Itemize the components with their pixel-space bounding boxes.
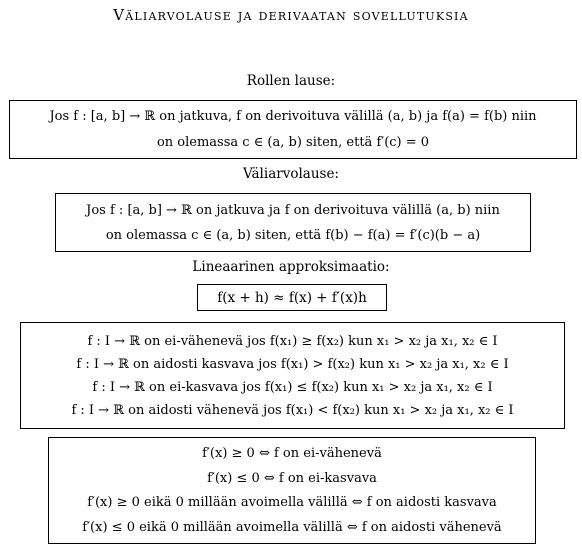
derivative-criteria-box [48,437,536,544]
linear-approximation-box [197,284,387,311]
rolle-theorem-box [9,100,577,159]
monotonicity-line: f : I → ℝ on ei-vähenevä jos f(x₁) ≥ f(x₂) kun x₁ > x₂ ja x₁, x₂ ∈ I [87,334,498,349]
monotonicity-line: f : I → ℝ on aidosti vähenevä jos f(x₁) < f(x₂) kun x₁ > x₂ ja x₁, x₂ ∈ I [71,403,514,418]
page-title: Väliarvolause ja derivaatan sovellutuksia [113,6,469,24]
mean-value-theorem-box [55,193,531,252]
mean-value-line: on olemassa c ∈ (a, b) siten, että f(b) − f(a) = f′(c)(b − a) [105,228,481,243]
derivative-criterion-line: f′(x) ≥ 0 ⇔ f on ei-vähenevä [202,446,382,461]
monotonicity-line: f : I → ℝ on aidosti kasvava jos f(x₁) > f(x₂) kun x₁ > x₂ ja x₁, x₂ ∈ I [76,357,509,372]
derivative-criterion-line: f′(x) ≥ 0 eikä 0 millään avoimella välillä ⇔ f on aidosti kasvava [87,495,497,510]
mean-value-heading: Väliarvolause: [243,166,339,182]
linear-approximation-formula: f(x + h) ≈ f(x) + f′(x)h [217,290,367,306]
linear-approximation-heading: Lineaarinen approksimaatio: [192,259,390,275]
derivative-criterion-line: f′(x) ≤ 0 ⇔ f on ei-kasvava [207,470,377,486]
monotonicity-definitions-box [20,322,565,429]
rolle-heading: Rollen lause: [246,73,336,89]
mean-value-line: Jos f : [a, b] → ℝ on jatkuva ja f on derivoituva välillä (a, b) niin [86,203,500,218]
derivative-criterion-line: f′(x) ≤ 0 eikä 0 millään avoimella välillä ⇔ f on aidosti vähenevä [82,519,502,535]
monotonicity-line: f : I → ℝ on ei-kasvava jos f(x₁) ≤ f(x₂) kun x₁ > x₂ ja x₁, x₂ ∈ I [92,380,493,395]
rolle-line: on olemassa c ∈ (a, b) siten, että f′(c) = 0 [156,135,430,150]
rolle-line: Jos f : [a, b] → ℝ on jatkuva, f on derivoituva välillä (a, b) ja f(a) = f(b) niin [49,109,537,124]
